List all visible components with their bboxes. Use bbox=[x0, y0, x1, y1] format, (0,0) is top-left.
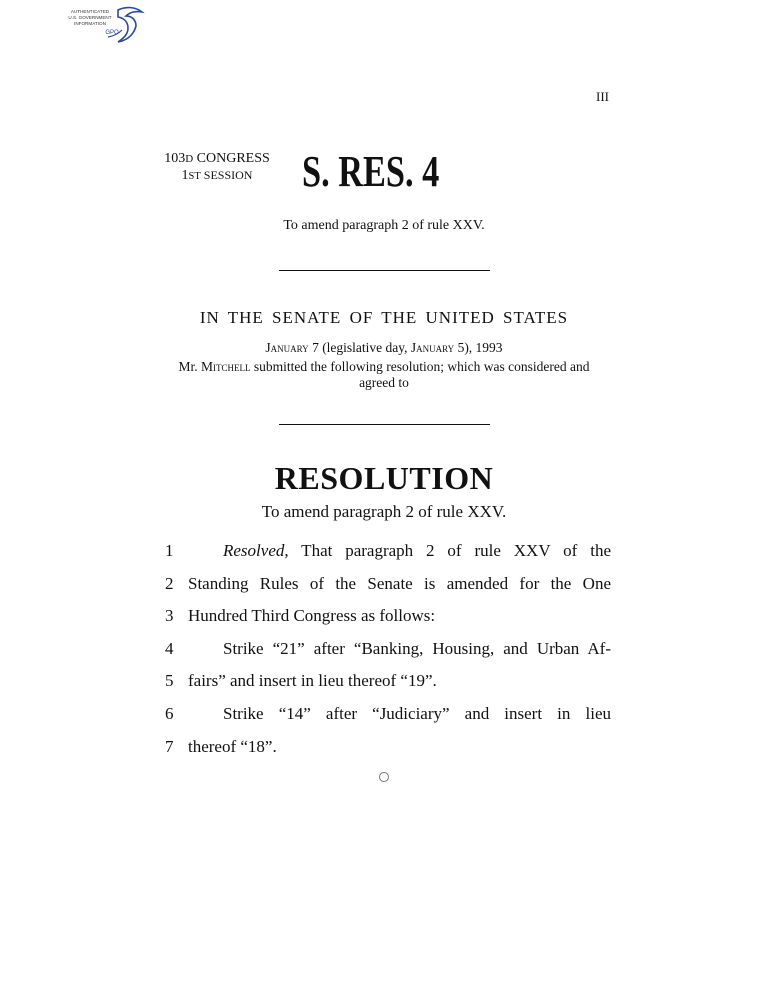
text-line bbox=[165, 603, 611, 636]
resolution-text bbox=[165, 538, 611, 766]
session-number: 1ST SESSION bbox=[181, 168, 253, 183]
text-line bbox=[165, 701, 611, 734]
short-title: To amend paragraph 2 of rule XXV. bbox=[283, 218, 485, 233]
gpo-authenticated-logo bbox=[62, 4, 146, 46]
line-number: 4 bbox=[165, 638, 174, 658]
logo-line-3: INFORMATION bbox=[74, 21, 106, 26]
divider-rule-top bbox=[279, 270, 490, 271]
text-line bbox=[165, 571, 611, 604]
text-line bbox=[165, 538, 611, 571]
line-text: Resolved, That paragraph 2 of rule XXV of the bbox=[223, 541, 611, 560]
line-text: Hundred Third Congress as follows: bbox=[188, 606, 436, 626]
date-line: January 7 (legislative day, January 5), 1993 bbox=[265, 340, 503, 355]
line-number: 5 bbox=[165, 671, 174, 691]
logo-line-1: AUTHENTICATED bbox=[70, 9, 110, 14]
bill-number: S. RES. 4 bbox=[302, 147, 440, 196]
line-number: 2 bbox=[165, 573, 174, 593]
end-of-document-circle-icon bbox=[379, 772, 389, 782]
text-line bbox=[165, 734, 611, 767]
official-title: To amend paragraph 2 of rule XXV. bbox=[261, 502, 507, 521]
divider-rule-bottom bbox=[279, 424, 490, 425]
line-text: thereof “18”. bbox=[188, 736, 277, 756]
text-line bbox=[165, 636, 611, 669]
page-identifier: III bbox=[596, 89, 609, 104]
chamber-heading: IN THE SENATE OF THE UNITED STATES bbox=[199, 308, 569, 327]
line-number: 6 bbox=[165, 703, 174, 723]
congress-session-block bbox=[159, 151, 275, 185]
text-line bbox=[165, 668, 611, 701]
gpo-eagle-icon bbox=[62, 4, 146, 46]
line-text: Standing Rules of the Senate is amended for the One bbox=[188, 573, 611, 593]
logo-line-4: GPO bbox=[105, 30, 119, 36]
congress-number: 103D CONGRESS bbox=[164, 151, 270, 166]
action-statement: Mr. Mitchell submitted the following resolution; which was considered and agreed to bbox=[178, 359, 590, 390]
line-text: Strike “14” after “Judiciary” and insert in lieu bbox=[223, 703, 611, 723]
line-number: 3 bbox=[165, 606, 174, 626]
line-number: 1 bbox=[165, 541, 174, 560]
logo-line-2: U.S. GOVERNMENT bbox=[68, 15, 112, 20]
line-text: fairs” and insert in lieu thereof “19”. bbox=[188, 671, 437, 691]
line-text: Strike “21” after “Banking, Housing, and Urban Af- bbox=[223, 638, 611, 658]
document-type-heading: RESOLUTION bbox=[274, 460, 494, 496]
line-number: 7 bbox=[165, 736, 174, 756]
